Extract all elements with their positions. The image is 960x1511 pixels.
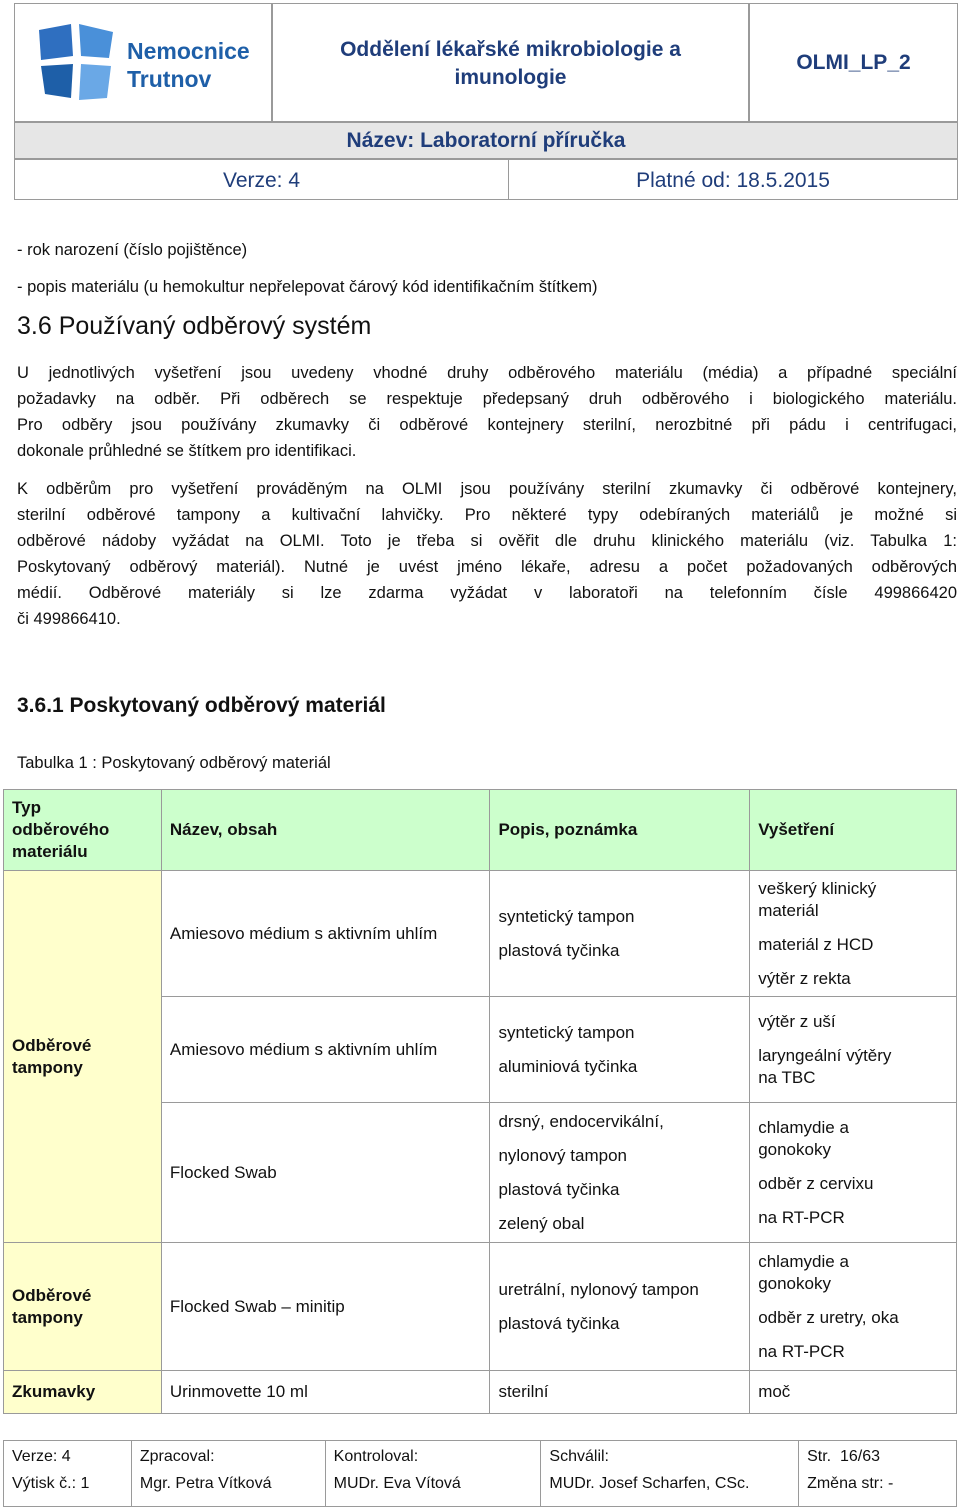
- document-name: Název: Laboratorní příručka: [14, 122, 958, 159]
- paragraph-2-line: či 499866410.: [17, 610, 121, 628]
- paragraph-1-line: Pro odběry jsou používány zkumavky či odběrové kontejnery sterilní, nerozbitné při pádu i centrifugaci,: [17, 416, 957, 434]
- footer-approved-cell: Schválil: MUDr. Josef Scharfen, CSc.: [541, 1441, 799, 1507]
- name-cell: Amiesovo médium s aktivním uhlím: [161, 997, 490, 1103]
- subsection-heading: 3.6.1 Poskytovaný odběrový materiál: [17, 694, 386, 717]
- name-cell: Flocked Swab – minitip: [161, 1243, 490, 1371]
- department-title-line2: imunologie: [454, 65, 567, 89]
- name-cell: Amiesovo médium s aktivním uhlím: [161, 871, 490, 997]
- document-header: [14, 3, 958, 197]
- examination-cell: veškerý klinický materiál materiál z HCD výtěr z rekta: [750, 871, 957, 997]
- table-row: [4, 1371, 957, 1414]
- description-cell: sterilní: [490, 1371, 750, 1414]
- examination-cell: výtěr z uší laryngeální výtěry na TBC: [750, 997, 957, 1103]
- logo-text-line1: Nemocnice: [127, 38, 250, 64]
- header-examination: Vyšetření: [750, 790, 957, 871]
- footer-page-cell: Str. 16/63 Změna str: -: [799, 1441, 957, 1507]
- header-name: Název, obsah: [161, 790, 490, 871]
- logo-text-line2: Trutnov: [127, 66, 212, 92]
- hospital-logo-icon: [35, 22, 119, 102]
- material-table: [3, 789, 957, 1414]
- department-title-line1: Oddělení lékařské mikrobiologie a: [340, 37, 681, 61]
- description-cell: uretrální, nylonový tampon plastová tyčinka: [490, 1243, 750, 1371]
- footer-version-cell: Verze: 4 Výtisk č.: 1: [4, 1441, 132, 1507]
- paragraph-2-line: médií. Odběrové materiály si lze zdarma vyžádat v laboratoři na telefonním čísle 499866420: [17, 584, 957, 602]
- paragraph-2-line: K odběrům pro vyšetření prováděným na OLMI jsou používány sterilní zkumavky či odběrové kontejnery,: [17, 480, 957, 498]
- department-title: [272, 3, 749, 122]
- examination-cell: chlamydie a gonokoky odběr z uretry, oka na RT-PCR: [750, 1243, 957, 1371]
- table-row: [4, 871, 957, 997]
- version-label: Verze: 4: [15, 160, 509, 199]
- footer-checked-cell: Kontroloval: MUDr. Eva Vítová: [325, 1441, 541, 1507]
- header-description: Popis, poznámka: [490, 790, 750, 871]
- footer-prepared-cell: Zpracoval: Mgr. Petra Vítková: [131, 1441, 325, 1507]
- type-cell: Odběrové tampony: [4, 1243, 162, 1371]
- description-cell: drsný, endocervikální, nylonový tampon plastová tyčinka zelený obal: [490, 1103, 750, 1243]
- type-cell: Odběrové tampony: [4, 871, 162, 1243]
- document-code: OLMI_LP_2: [749, 3, 958, 122]
- table-caption: Tabulka 1 : Poskytovaný odběrový materiál: [17, 754, 331, 772]
- type-cell: Zkumavky: [4, 1371, 162, 1414]
- examination-cell: moč: [750, 1371, 957, 1414]
- paragraph-1-line: požadavky na odběr. Při odběrech se respektuje předepsaný druh odběrového i biologického materiálu.: [17, 390, 957, 408]
- section-heading: 3.6 Používaný odběrový systém: [17, 312, 372, 340]
- header-type: Typ odběrového materiálu: [4, 790, 162, 871]
- version-bar: [14, 159, 958, 200]
- valid-from-label: Platné od: 18.5.2015: [636, 169, 830, 192]
- table-row: [4, 1243, 957, 1371]
- description-cell: syntetický tampon aluminiová tyčinka: [490, 997, 750, 1103]
- paragraph-1-line: U jednotlivých vyšetření jsou uvedeny vhodné druhy odběrového materiálu (média) a případné speciální: [17, 364, 957, 382]
- bullet-birth-year: - rok narození (číslo pojištěnce): [17, 241, 248, 259]
- document-footer: [3, 1440, 957, 1507]
- paragraph-2-line: odběrové nádoby vyžádat na OLMI. Toto je třeba si ověřit dle druhu klinického materiálu (viz. Tabulka 1:: [17, 532, 957, 550]
- table-header-row: [4, 790, 957, 871]
- examination-cell: chlamydie a gonokoky odběr z cervixu na RT-PCR: [750, 1103, 957, 1243]
- name-cell: Flocked Swab: [161, 1103, 490, 1243]
- logo-cell: [14, 3, 272, 122]
- bullet-material-description: - popis materiálu (u hemokultur nepřelepovat čárový kód identifikačním štítkem): [17, 278, 598, 296]
- paragraph-2-line: sterilní odběrové tampony a kultivační lahvičky. Pro některé typy odebíraných materiálů je možné si: [17, 506, 957, 524]
- paragraph-2-line: Poskytovaný odběrový materiál). Nutné je uvést jméno lékaře, adresu a počet požadovaných odběrových: [17, 558, 957, 576]
- name-cell: Urinmovette 10 ml: [161, 1371, 490, 1414]
- description-cell: syntetický tampon plastová tyčinka: [490, 871, 750, 997]
- paragraph-1-line: dokonale průhledné se štítkem pro identifikaci.: [17, 442, 357, 460]
